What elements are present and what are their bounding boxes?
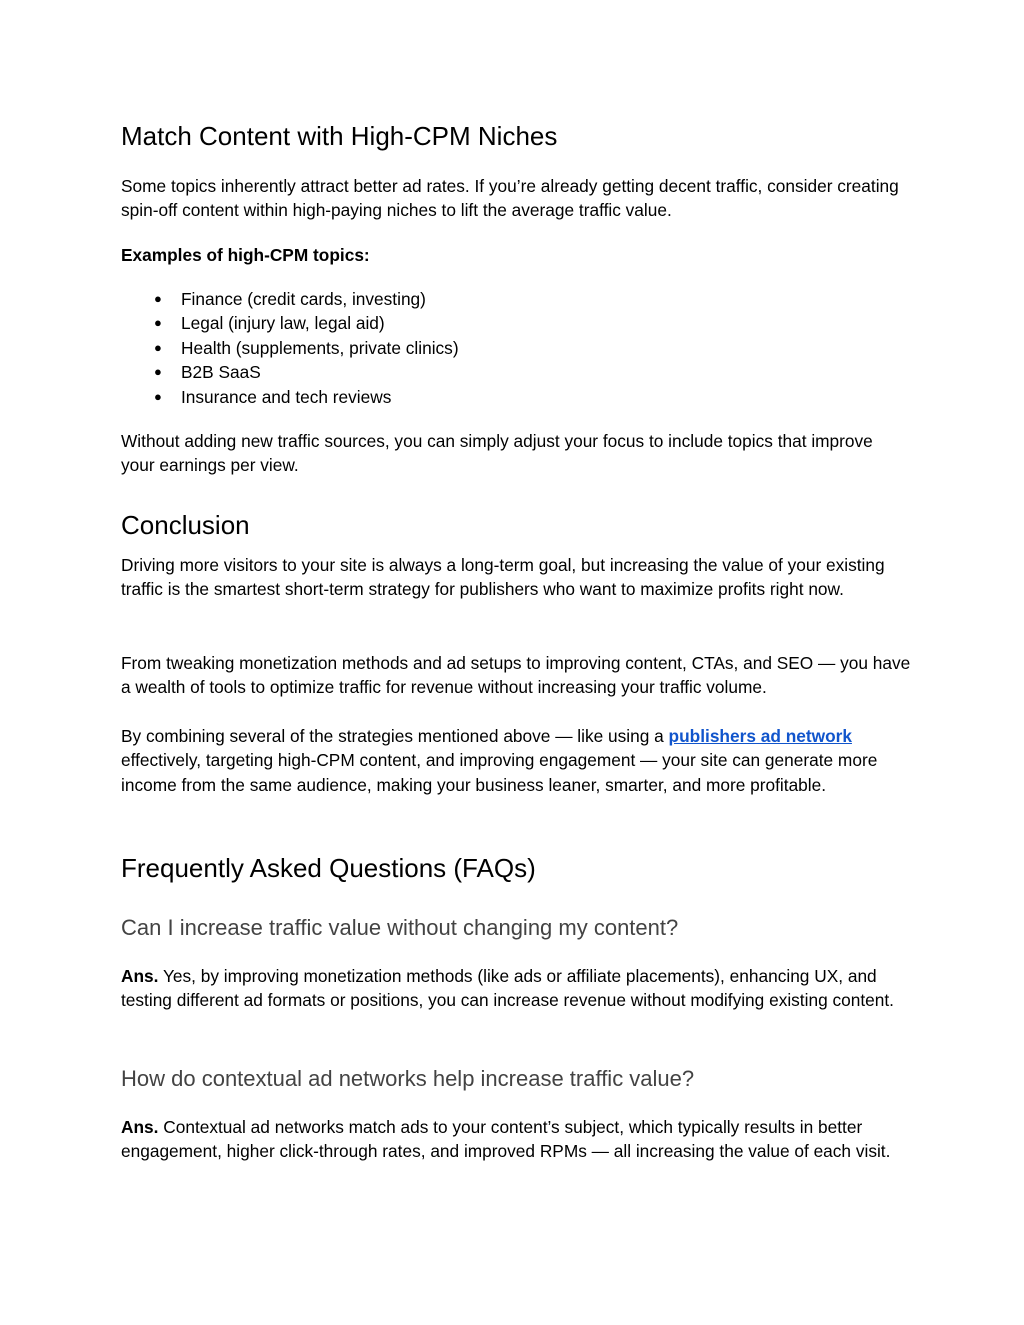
list-item: ● B2B SaaS bbox=[121, 360, 911, 384]
conclusion-paragraph-1: Driving more visitors to your site is always a long-term goal, but increasing the value of your existing traffic is the smartest short-term strategy for publishers who want to maximize profits right now. bbox=[121, 555, 885, 600]
publishers-ad-network-link[interactable]: publishers ad network bbox=[668, 726, 852, 746]
list-item: ● Insurance and tech reviews bbox=[121, 385, 911, 409]
niches-intro: Some topics inherently attract better ad rates. If you’re already getting decent traffic, consider creating spin-off content within high-paying niches to lift the average traffic value. bbox=[121, 176, 899, 221]
niches-heading: Match Content with High-CPM Niches bbox=[121, 121, 558, 151]
bullet-icon: ● bbox=[154, 315, 162, 331]
faq-question-1: Can I increase traffic value without changing my content? bbox=[121, 915, 679, 940]
list-item: ● Finance (credit cards, investing) bbox=[121, 287, 911, 311]
conclusion-paragraph-2: From tweaking monetization methods and ad setups to improving content, CTAs, and SEO — you have a wealth of tools to optimize traffic for revenue without increasing your traffic volume. bbox=[121, 653, 911, 698]
conclusion-heading: Conclusion bbox=[121, 510, 250, 540]
faq-answer-1: Ans. Yes, by improving monetization methods (like ads or affiliate placements), enhancing UX, and testing different ad formats or positions, you can increase revenue without modifying existing content. bbox=[121, 966, 894, 1011]
answer-prefix: Ans. bbox=[121, 966, 159, 986]
bullet-icon: ● bbox=[154, 364, 162, 380]
high-cpm-topic-list bbox=[121, 287, 911, 409]
faq-answer-2: Ans. Contextual ad networks match ads to your content’s subject, which typically results in better engagement, higher click-through rates, and improved RPMs — all increasing the value of each visit. bbox=[121, 1117, 891, 1162]
faq-question-2: How do contextual ad networks help increase traffic value? bbox=[121, 1066, 695, 1091]
list-item: ● Health (supplements, private clinics) bbox=[121, 336, 911, 360]
examples-label: Examples of high-CPM topics: bbox=[121, 245, 370, 265]
bullet-icon: ● bbox=[154, 339, 162, 355]
conclusion-paragraph-3: By combining several of the strategies mentioned above — like using a publishers ad network effectively, targeting high-CPM content, and improving engagement — your site can generate more income from the same audience, making your business leaner, smarter, and more profitable. bbox=[121, 726, 878, 795]
bullet-icon: ● bbox=[154, 291, 162, 306]
list-item: ● Legal (injury law, legal aid) bbox=[121, 311, 911, 335]
niches-outro: Without adding new traffic sources, you can simply adjust your focus to include topics that improve your earnings per view. bbox=[121, 431, 873, 476]
bullet-icon: ● bbox=[154, 388, 162, 404]
answer-prefix: Ans. bbox=[121, 1117, 159, 1137]
faq-heading: Frequently Asked Questions (FAQs) bbox=[121, 853, 536, 883]
